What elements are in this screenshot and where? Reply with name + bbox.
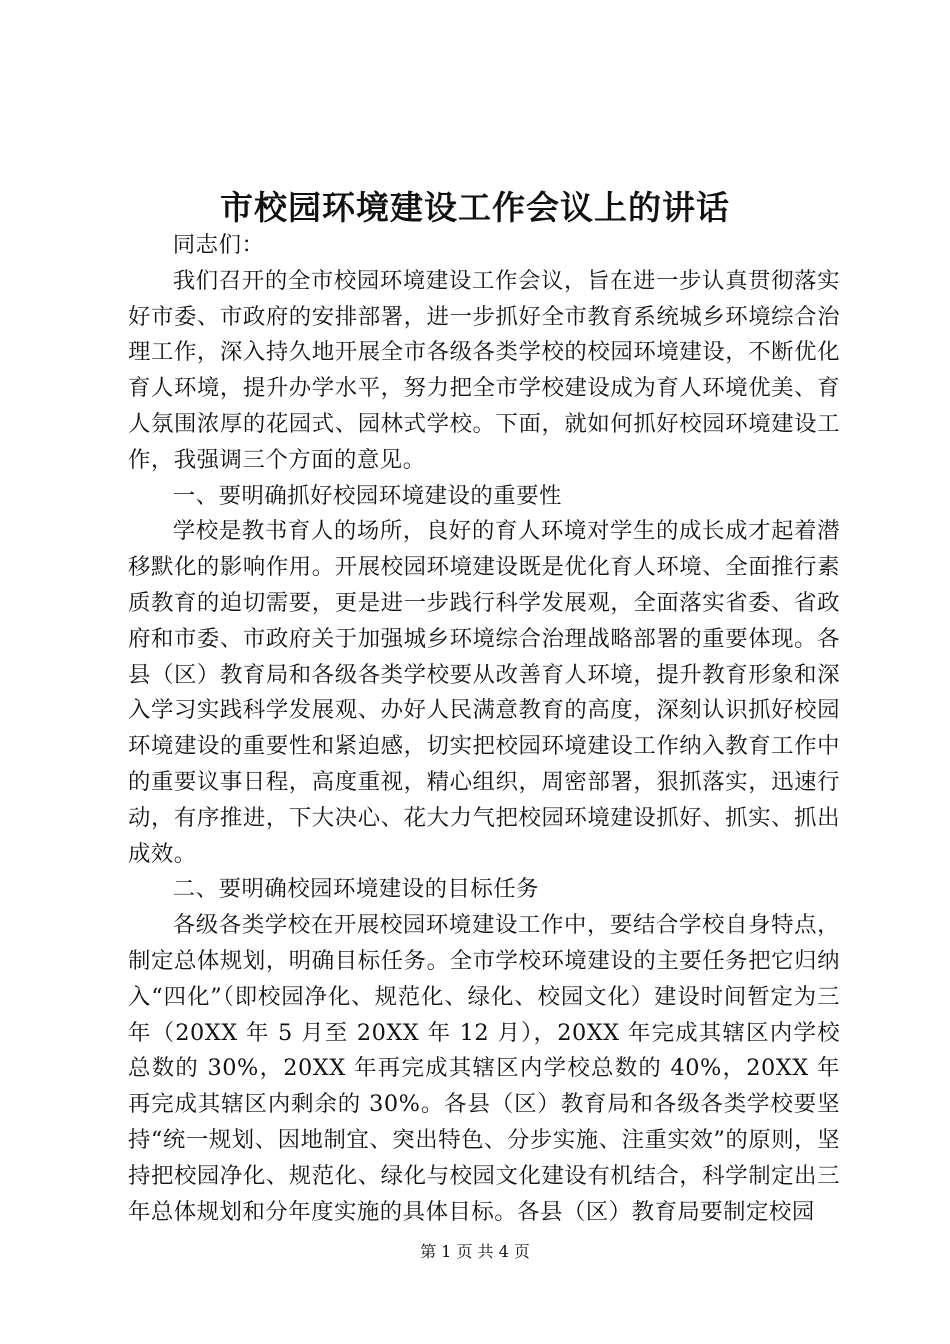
page-footer: 第 1 页 共 4 页: [420, 1242, 530, 1261]
paragraph-intro: 我们召开的全市校园环境建设工作会议，旨在进一步认真贯彻落实好市委、市政府的安排部署，进一步抓好全市教育系统城乡环境综合治理工作，深入持久地开展全市各级各类学校的校园环境建设，不断优化育人环境，提升办学水平，努力把全市学校建设成为育人环境优美、育人氛围浓厚的花园式、园林式学校。下面，就如何抓好校园环境建设工作，我强调三个方面的意见。: [128, 267, 840, 473]
greeting: 同志们：: [172, 232, 265, 258]
document-title: 市校园环境建设工作会议上的讲话: [220, 188, 730, 227]
section-heading-2: 二、要明确校园环境建设的目标任务: [172, 876, 540, 903]
paragraph-goals: 各级各类学校在开展校园环境建设工作中，要结合学校自身特点，制定总体规划，明确目标任务。全市学校环境建设的主要任务把它归纳入“四化”（即校园净化、规范化、绿化、校园文化）建设时间暂定为三年（20XX 年 5 月至 20XX 年 12 月），20XX 年完成其辖区内学校总数的 30%，20XX 年再完成其辖区内学校总数的 40%，20XX 年再完成其辖区内剩余的 30%。各县（区）教育局和各级各类学校要坚持“统一规划、因地制宜、突出特色、分步实施、注重实效”的原则，坚持把校园净化、规范化、绿化与校园文化建设有机结合，科学制定出三年总体规划和分年度实施的具体目标。各县（区）教育局要制定校园: [128, 912, 840, 1225]
paragraph-importance: 学校是教书育人的场所，良好的育人环境对学生的成长成才起着潜移默化的影响作用。开展校园环境建设既是优化育人环境、全面推行素质教育的迫切需要，更是进一步践行科学发展观，全面落实省委、省政府和市委、市政府关于加强城乡环境综合治理战略部署的重要体现。各县（区）教育局和各级各类学校要从改善育人环境，提升教育形象和深入学习实践科学发展观、办好人民满意教育的高度，深刻认识抓好校园环境建设的重要性和紧迫感，切实把校园环境建设工作纳入教育工作中的重要议事日程，高度重视，精心组织，周密部署，狠抓落实，迅速行动，有序推进，下大决心、花大力气把校园环境建设抓好、抓实、抓出成效。: [128, 518, 840, 867]
section-heading-1: 一、要明确抓好校园环境建设的重要性: [172, 482, 562, 509]
document-body: [128, 228, 840, 1230]
